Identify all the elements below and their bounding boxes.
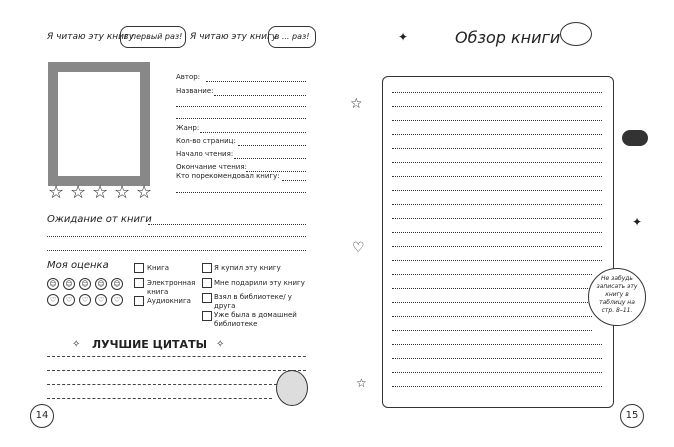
star-icon[interactable]: ☆ (92, 182, 109, 203)
hedgehog-icon (276, 370, 308, 406)
heart-icon[interactable]: ♡ (63, 294, 75, 306)
review-title: Обзор книги (455, 28, 561, 47)
quotes-title: ЛУЧШИЕ ЦИТАТЫ (92, 338, 207, 351)
heart-icon[interactable]: ♡ (79, 294, 91, 306)
star-icon[interactable]: ☆ (114, 182, 131, 203)
sparkle-icon: ✦ (398, 30, 409, 44)
checkbox-ebook[interactable] (134, 278, 144, 288)
option-home: Уже была в домашней библиотеке (214, 311, 297, 328)
option-ebook: Электронная книга (147, 279, 196, 296)
face-icon[interactable]: ☺ (95, 278, 107, 290)
checkbox-audiobook[interactable] (134, 296, 144, 306)
option-audiobook: Аудиокнига (147, 297, 191, 305)
leaf-icon (622, 130, 648, 146)
heart-icon[interactable]: ♡ (111, 294, 123, 306)
expectations-label: Ожидание от книги (47, 214, 152, 225)
checkbox-home[interactable] (202, 311, 212, 321)
star-icon: ☆ (356, 376, 367, 390)
heart-icon[interactable]: ♡ (47, 294, 59, 306)
field-genre: Жанр: (176, 124, 200, 132)
reminder-balloon (588, 268, 646, 326)
option-book: Книга (147, 264, 170, 272)
field-recommended: Кто порекомендовал книгу: (176, 172, 280, 180)
my-rating-label: Моя оценка (47, 260, 109, 271)
sheep-icon (560, 22, 592, 46)
field-pages: Кол-во страниц: (176, 137, 236, 145)
sparkle-icon: ✧ (216, 339, 225, 350)
reminder-text: Не забудь записать эту книгу в таблицу на стр. 8–11. (596, 275, 638, 314)
times-badge: в ... раз! (268, 26, 316, 48)
page-number-right: 15 (620, 404, 644, 428)
sparkle-icon: ✦ (632, 215, 643, 229)
book-cover-frame (48, 62, 150, 186)
checkbox-bought[interactable] (202, 263, 212, 273)
star-icon[interactable]: ☆ (136, 182, 153, 203)
heart-icon[interactable]: ♡ (95, 294, 107, 306)
field-start: Начало чтения: (176, 150, 234, 158)
first-time-badge: в первый раз! (120, 26, 186, 48)
option-gift: Мне подарили эту книгу (214, 279, 305, 287)
checkbox-book[interactable] (134, 263, 144, 273)
option-bought: Я купил эту книгу (214, 264, 281, 272)
heart-icon: ♡ (352, 240, 365, 256)
reading-label-2: Я читаю эту книгу (190, 32, 278, 42)
face-icon[interactable]: ☺ (111, 278, 123, 290)
reading-label: Я читаю эту книгу (47, 32, 135, 42)
checkbox-gift[interactable] (202, 278, 212, 288)
field-title: Название: (176, 87, 214, 95)
option-library: Взял в библиотеке/ у друга (214, 293, 292, 310)
star-icon: ☆ (350, 96, 363, 112)
face-icon[interactable]: ☺ (63, 278, 75, 290)
star-icon[interactable]: ☆ (48, 182, 65, 203)
star-icon[interactable]: ☆ (70, 182, 87, 203)
sparkle-icon: ✧ (72, 339, 81, 350)
page-number-left: 14 (30, 404, 54, 428)
field-author: Автор: (176, 73, 201, 81)
field-end: Окончание чтения: (176, 163, 247, 171)
checkbox-library[interactable] (202, 293, 212, 303)
face-icon[interactable]: ☺ (79, 278, 91, 290)
face-icon[interactable]: ☺ (47, 278, 59, 290)
